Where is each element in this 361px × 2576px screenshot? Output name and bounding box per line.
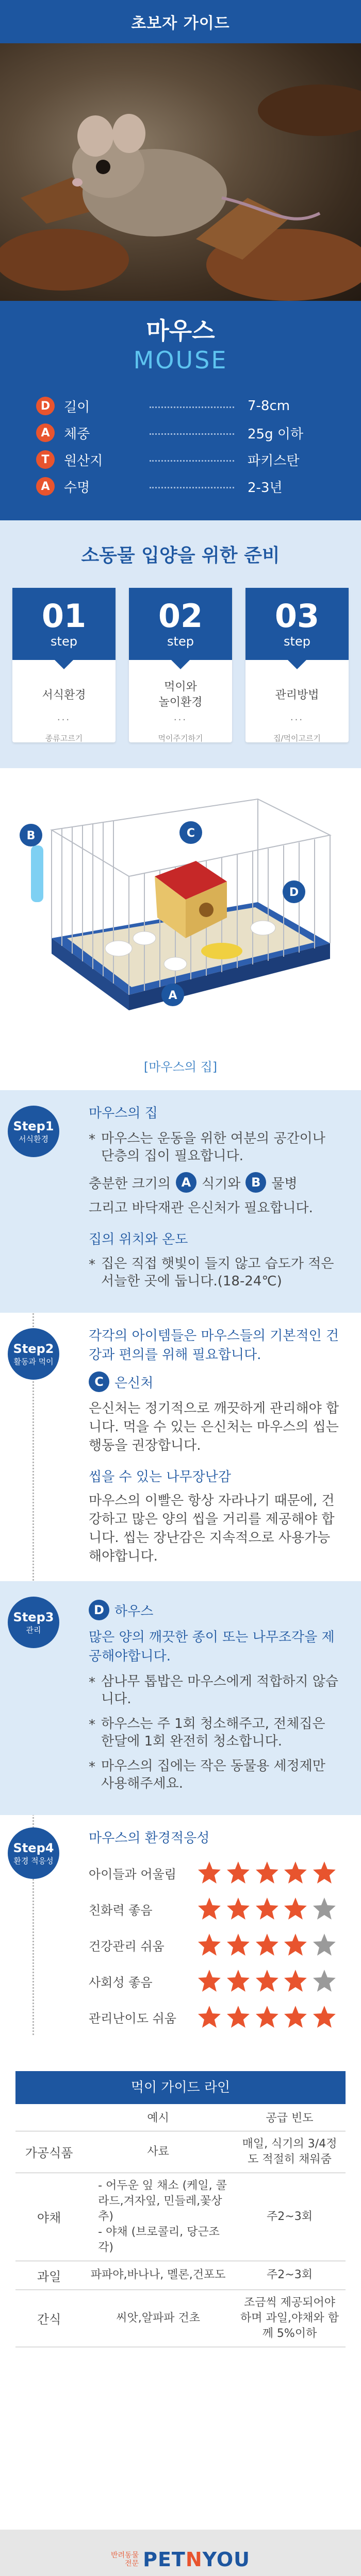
rating-label: 건강관리 쉬움 (89, 1939, 165, 1954)
spec-value: 2-3년 (248, 480, 283, 496)
step2-heading: 각각의 아이템들은 마우스들의 기본적인 건강과 편의를 위해 필요합니다. (89, 1328, 339, 1363)
rating-row (89, 1891, 340, 1927)
spec-label: 체중 (64, 426, 90, 442)
step1-badge: Step1 서식환경 (8, 1106, 59, 1157)
card-dots: ··· (57, 715, 71, 725)
row-category: 가공식품 (15, 2131, 83, 2173)
star-filled-icon (254, 2004, 280, 2030)
star-filled-icon (196, 1932, 222, 1958)
spec-value: 7-8cm (248, 398, 290, 414)
star-filled-icon (196, 1896, 222, 1922)
adoption-cards (0, 588, 361, 742)
adoption-card-02 (129, 588, 232, 742)
row-example: - 어두운 잎 채소 (케일, 콜라드,겨자잎, 민들레,꽃상추) - 야채 (브로콜리, 당근조각) (83, 2173, 234, 2261)
step3-bullet: * 마우스의 집에는 작은 동물용 세정제만 사용해주세요. (89, 1757, 340, 1792)
card-step-word: step (51, 634, 77, 649)
row-category: 간식 (15, 2290, 83, 2347)
step2-hideout-row: C 은신처 (89, 1371, 340, 1392)
adoption-section (0, 520, 361, 768)
star-empty-icon (311, 1932, 337, 1958)
step3-house-row: D 하우스 (89, 1600, 340, 1620)
dotted-leader (150, 401, 234, 408)
step2-subheading: 씹을 수 있는 나무장난감 (89, 1469, 231, 1485)
star-filled-icon (225, 2004, 251, 2030)
step3-badge: Step3 관리 (8, 1597, 59, 1648)
footer-tagline: 반려동물 전문 (111, 2551, 139, 2568)
rating-label: 친화력 좋음 (89, 1903, 153, 1918)
rating-label: 관리난이도 쉬움 (89, 2011, 176, 2026)
animal-name-ko: 마우스 (146, 317, 215, 345)
star-filled-icon (225, 1932, 251, 1958)
spec-badge: D (36, 397, 55, 415)
spec-list (0, 387, 361, 520)
star-filled-icon (283, 2004, 308, 2030)
card-subtitle: 종류고르기 (45, 734, 83, 743)
spec-badge: T (36, 450, 55, 469)
row-frequency: 주2~3회 (234, 2173, 346, 2261)
cage-label-a: A (168, 989, 177, 1002)
card-dots: ··· (173, 715, 188, 725)
table-row (15, 2261, 346, 2290)
card-subtitle: 집/먹이고르기 (273, 734, 321, 743)
rating-list (89, 1855, 340, 2035)
card-step-word: step (284, 634, 310, 649)
row-frequency: 조금씩 제공되어야 하며 과일,야채와 함께 5%이하 (234, 2290, 346, 2347)
care-timeline (0, 1090, 361, 2050)
cage-label-b: B (26, 829, 36, 842)
dotted-leader (150, 428, 234, 435)
rating-row (89, 1855, 340, 1891)
star-filled-icon (225, 1860, 251, 1886)
step1-bullet: * 집은 직접 햇빛이 들지 않고 습도가 적은 서늘한 곳에 둡니다.(18-24℃) (89, 1255, 340, 1290)
star-filled-icon (196, 1968, 222, 1994)
column-header: 공급 빈도 (234, 2104, 346, 2131)
step1-block (0, 1090, 361, 1313)
spec-value: 25g 이하 (248, 426, 304, 442)
star-filled-icon (254, 1968, 280, 1994)
row-category: 야채 (15, 2173, 83, 2261)
cage-illustration (0, 768, 361, 1057)
step3-heading: 많은 양의 깨끗한 종이 또는 나무조각을 제공해야합니다. (89, 1630, 335, 1664)
table-row (15, 2173, 346, 2261)
row-example: 파파야,바나나, 멜론,건포도 (83, 2261, 234, 2290)
feed-table (15, 2104, 346, 2347)
card-title: 관리방법 (275, 689, 319, 702)
card-number: 02 (158, 597, 203, 635)
step2-text: 은신처는 정기적으로 깨끗하게 관리해야 합니다. 먹을 수 있는 은신처는 마우스의 씹는 행동을 권장합니다. (89, 1401, 339, 1453)
step3-block (0, 1581, 361, 1815)
star-filled-icon (311, 2004, 337, 2030)
rating-row (89, 1927, 340, 1963)
feeding-guide (0, 2050, 361, 2347)
step1-subheading: 집의 위치와 온도 (89, 1232, 188, 1247)
spec-badge: A (36, 423, 55, 442)
row-category: 과일 (15, 2261, 83, 2290)
card-subtitle: 먹이주기하기 (158, 734, 203, 743)
spec-row-lifespan (36, 473, 325, 500)
step4-block (0, 1815, 361, 2050)
star-filled-icon (196, 2004, 222, 2030)
rating-label: 아이들과 어울림 (89, 1867, 176, 1882)
step1-heading: 마우스의 집 (89, 1106, 158, 1121)
step4-heading: 마우스의 환경적응성 (89, 1831, 210, 1846)
step3-bullet: * 삼나무 톱밥은 마우스에게 적합하지 않습니다. (89, 1673, 340, 1708)
row-example: 씨앗,알파파 건초 (83, 2290, 234, 2347)
star-filled-icon (254, 1932, 280, 1958)
table-header-row (15, 2104, 346, 2131)
spec-row-length (36, 393, 325, 419)
dotted-leader (150, 481, 234, 488)
column-header: 예시 (83, 2104, 234, 2131)
table-row (15, 2290, 346, 2347)
letter-d-icon: D (89, 1600, 109, 1620)
star-filled-icon (254, 1860, 280, 1886)
letter-c-icon: C (89, 1371, 109, 1392)
card-title: 서식환경 (42, 689, 86, 702)
letter-b-icon: B (245, 1172, 266, 1193)
letter-a-icon: A (176, 1172, 196, 1193)
cage-label-c: C (186, 827, 195, 840)
name-band (0, 301, 361, 387)
petnyou-logo[interactable]: PETNYOU (143, 2548, 250, 2571)
step1-items-row: 충분한 크기의 A 식기와 B 물병 (89, 1172, 340, 1193)
star-empty-icon (311, 1896, 337, 1922)
star-filled-icon (225, 1968, 251, 1994)
star-filled-icon (283, 1860, 308, 1886)
step1-text: 그리고 바닥재관 은신처가 필요합니다. (89, 1200, 313, 1216)
star-filled-icon (283, 1968, 308, 1994)
spec-value: 파키스탄 (248, 453, 300, 469)
spec-row-origin (36, 446, 325, 473)
star-filled-icon (254, 1896, 280, 1922)
card-title: 먹이와 놀이환경 (158, 681, 203, 709)
star-filled-icon (283, 1896, 308, 1922)
adoption-card-01 (12, 588, 116, 742)
step3-bullet: * 하우스는 주 1회 청소해주고, 전체집은 한달에 1회 완전히 청소합니다. (89, 1715, 340, 1750)
dotted-leader (150, 454, 234, 462)
card-number: 03 (274, 597, 320, 635)
star-filled-icon (283, 1932, 308, 1958)
step2-text: 마우스의 이빨은 항상 자라나기 때문에, 건강하고 많은 양의 씹을 거리를 제공해야 합니다. 씹는 장난감은 지속적으로 사용가능 해야합니다. (89, 1493, 335, 1564)
spec-label: 수명 (64, 480, 90, 496)
feed-title: 먹이 가이드 라인 (15, 2071, 346, 2104)
step2-block (0, 1313, 361, 1581)
spec-label: 원산지 (64, 453, 103, 469)
guide-header: 초보자 가이드 (0, 0, 361, 43)
rating-row (89, 1963, 340, 1999)
rating-row (89, 1999, 340, 2035)
spec-label: 길이 (64, 399, 90, 415)
star-empty-icon (311, 1968, 337, 1994)
adoption-title: 소동물 입양을 위한 준비 (81, 545, 280, 566)
star-filled-icon (311, 1860, 337, 1886)
card-step-word: step (167, 634, 194, 649)
step1-bullet: * 마우스는 운동을 위한 여분의 공간이나 단층의 집이 필요합니다. (89, 1130, 340, 1165)
rating-label: 사회성 좋음 (89, 1975, 153, 1990)
star-filled-icon (196, 1860, 222, 1886)
star-filled-icon (225, 1896, 251, 1922)
card-dots: ··· (290, 715, 304, 725)
spec-badge: A (36, 477, 55, 496)
step2-badge: Step2 활동과 먹이 (8, 1328, 59, 1380)
row-frequency: 매일, 식기의 3/4정도 적절히 채워줌 (234, 2131, 346, 2173)
row-frequency: 주2~3회 (234, 2261, 346, 2290)
step4-badge: Step4 환경 적응성 (8, 1827, 59, 1879)
spec-row-weight (36, 419, 325, 446)
animal-name-en: MOUSE (133, 346, 228, 374)
footer (0, 2530, 361, 2576)
table-row (15, 2131, 346, 2173)
row-example: 사료 (83, 2131, 234, 2173)
cage-label-d: D (289, 886, 299, 899)
cage-caption: [마우스의 집] (143, 1060, 218, 1074)
adoption-card-03 (245, 588, 349, 742)
mouse-photo (0, 43, 361, 301)
card-number: 01 (41, 597, 87, 635)
